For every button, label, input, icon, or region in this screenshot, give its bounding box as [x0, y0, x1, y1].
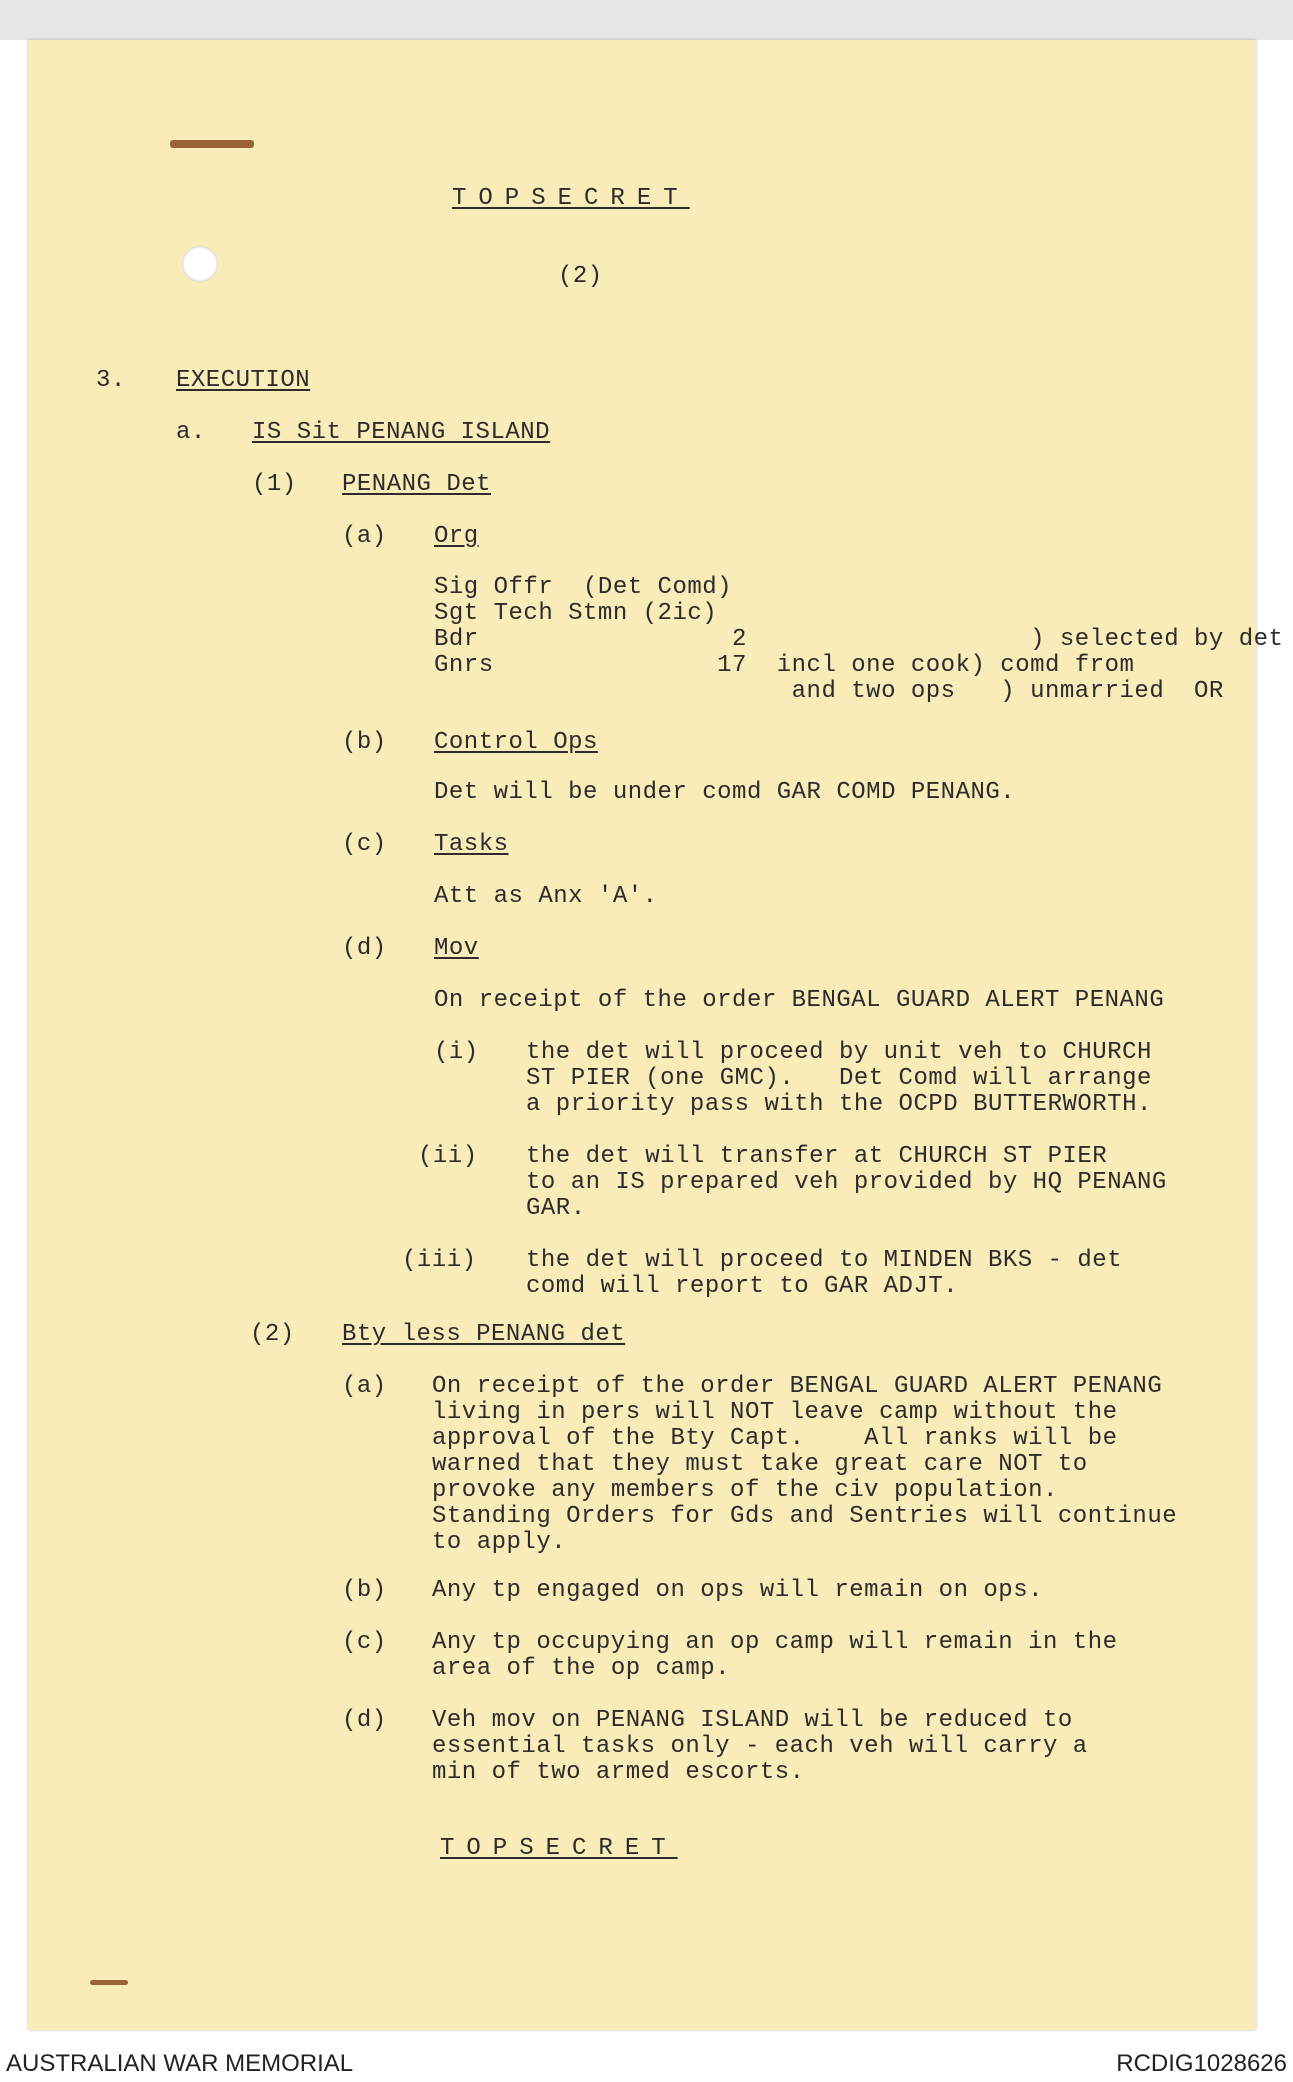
bty-item-label: (d): [342, 1707, 387, 1734]
control-text: Det will be under comd GAR COMD PENANG.: [434, 779, 1016, 806]
mov-intro: On receipt of the order BENGAL GUARD ALERT PENANG: [434, 987, 1165, 1014]
bty-item-label: (c): [342, 1629, 387, 1656]
mov-item-line: the det will transfer at CHURCH ST PIER: [526, 1143, 1108, 1170]
sub-a-title: IS Sit PENANG ISLAND: [252, 419, 551, 446]
tasks-title: Tasks: [434, 831, 509, 858]
archive-credit: AUSTRALIAN WAR MEMORIAL: [6, 2050, 354, 2077]
bty-item-line: Any tp occupying an op camp will remain in the: [432, 1629, 1118, 1656]
mov-item-label: (ii): [418, 1143, 478, 1170]
rust-mark: [90, 1980, 128, 1985]
mov-item-line: the det will proceed by unit veh to CHURCH: [526, 1039, 1152, 1066]
org-row: Sgt Tech Stmn (2ic): [434, 600, 718, 627]
bty-item-line: to apply.: [432, 1529, 567, 1556]
classification-header: TOPSECRET: [452, 185, 690, 212]
control-label: (b): [342, 729, 387, 756]
bty-item-line: On receipt of the order BENGAL GUARD ALERT PENANG: [432, 1373, 1163, 1400]
mov-item-label: (i): [434, 1039, 479, 1066]
bty-item-line: Veh mov on PENANG ISLAND will be reduced to: [432, 1707, 1073, 1734]
mov-title: Mov: [434, 935, 479, 962]
mov-item-line: to an IS prepared veh provided by HQ PENANG: [526, 1169, 1167, 1196]
org-row: Sig Offr (Det Comd): [434, 574, 733, 601]
tasks-label: (c): [342, 831, 387, 858]
mov-label: (d): [342, 935, 387, 962]
bty-item-line: living in pers will NOT leave camp without the: [432, 1399, 1118, 1426]
bty-item-line: essential tasks only - each veh will carry a: [432, 1733, 1088, 1760]
bty-item-line: Standing Orders for Gds and Sentries will continue: [432, 1503, 1178, 1530]
mov-item-line: comd will report to GAR ADJT.: [526, 1273, 959, 1300]
mov-item-line: a priority pass with the OCPD BUTTERWORTH.: [526, 1091, 1152, 1118]
bty-title: Bty less PENANG det: [342, 1321, 626, 1348]
mov-item-line: GAR.: [526, 1195, 586, 1222]
mov-item-line: the det will proceed to MINDEN BKS - det: [526, 1247, 1123, 1274]
mov-item-line: ST PIER (one GMC). Det Comd will arrange: [526, 1065, 1152, 1092]
bty-item-line: min of two armed escorts.: [432, 1759, 805, 1786]
page-number: (2): [558, 263, 603, 290]
org-title: Org: [434, 523, 479, 550]
org-row: Gnrs 17 incl one cook) comd from: [434, 652, 1135, 679]
scan-top-strip: [0, 0, 1293, 40]
rust-mark: [170, 140, 254, 148]
org-row: Bdr 2 ) selected by det: [434, 626, 1284, 653]
org-row: and two ops ) unmarried OR: [434, 678, 1224, 705]
org-label: (a): [342, 523, 387, 550]
bty-item-line: Any tp engaged on ops will remain on ops.: [432, 1577, 1043, 1604]
bty-item-label: (b): [342, 1577, 387, 1604]
archive-id: RCDIG1028626: [1116, 2050, 1287, 2077]
det-label: (1): [252, 471, 297, 498]
punch-hole: [182, 246, 218, 282]
bty-item-line: area of the op camp.: [432, 1655, 731, 1682]
classification-footer: TOPSECRET: [440, 1835, 678, 1862]
bty-item-line: approval of the Bty Capt. All ranks will be: [432, 1425, 1118, 1452]
mov-item-label: (iii): [402, 1247, 477, 1274]
sub-a-label: a.: [176, 419, 206, 446]
bty-item-line: warned that they must take great care NOT to: [432, 1451, 1088, 1478]
tasks-text: Att as Anx 'A'.: [434, 883, 658, 910]
control-title: Control Ops: [434, 729, 598, 756]
det-title: PENANG Det: [342, 471, 492, 498]
section-number: 3.: [96, 367, 126, 394]
bty-item-label: (a): [342, 1373, 387, 1400]
section-title: EXECUTION: [176, 367, 311, 394]
bty-item-line: provoke any members of the civ population.: [432, 1477, 1058, 1504]
bty-label: (2): [250, 1321, 295, 1348]
